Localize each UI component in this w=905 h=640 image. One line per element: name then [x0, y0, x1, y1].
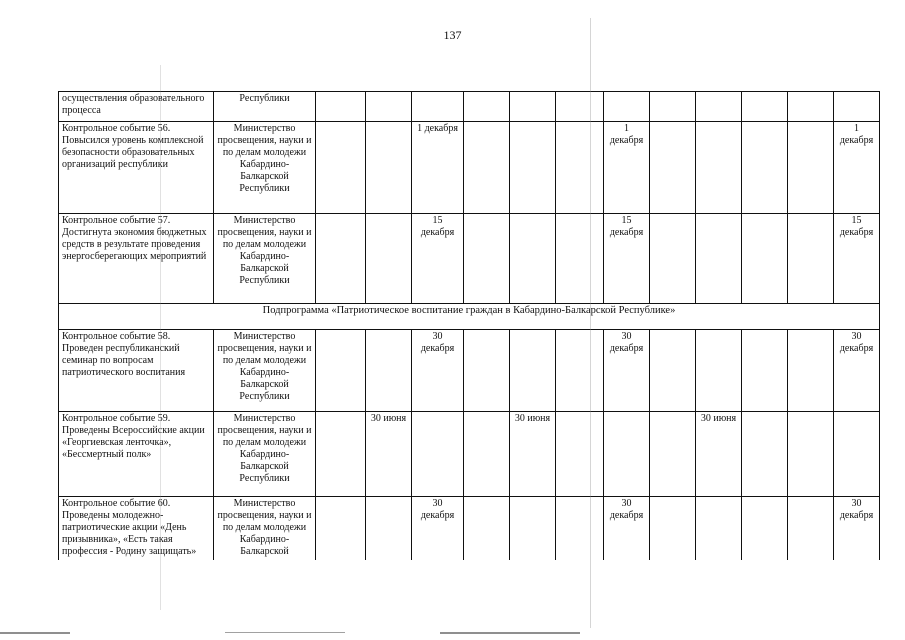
date-cell — [788, 412, 834, 497]
date-cell — [366, 92, 412, 122]
date-cell — [742, 412, 788, 497]
date-cell: 30 декабря — [604, 330, 650, 412]
scan-edge-mark — [440, 632, 580, 634]
date-cell — [788, 497, 834, 561]
date-cell: 1 декабря — [604, 122, 650, 214]
subprogram-row — [59, 304, 880, 330]
date-cell — [650, 497, 696, 561]
event-row — [59, 412, 880, 497]
date-cell — [412, 412, 464, 497]
date-cell — [556, 214, 604, 304]
scan-edge-mark — [0, 632, 70, 634]
date-cell — [510, 92, 556, 122]
date-cell — [316, 412, 366, 497]
date-cell — [510, 497, 556, 561]
date-cell — [316, 122, 366, 214]
date-cell — [316, 92, 366, 122]
date-cell — [316, 497, 366, 561]
control-events-table — [58, 91, 880, 560]
date-cell — [834, 412, 880, 497]
date-cell — [604, 412, 650, 497]
page-number: 137 — [443, 28, 462, 42]
date-cell — [366, 330, 412, 412]
event-row — [59, 330, 880, 412]
control-event-cell: Контрольное событие 56. Повысился уровень комплексной безопасности образовательных организаций республики — [59, 122, 214, 214]
responsible-cell: Министерство просвещения, науки и по делам молодежи Кабардино-Балкарской Республики — [214, 412, 316, 497]
date-cell: 15 декабря — [834, 214, 880, 304]
date-cell — [604, 92, 650, 122]
date-cell — [742, 214, 788, 304]
date-cell — [464, 412, 510, 497]
date-cell — [510, 122, 556, 214]
date-cell — [650, 330, 696, 412]
date-cell — [788, 122, 834, 214]
responsible-cell: Министерство просвещения, науки и по делам молодежи Кабардино-Балкарской Республики — [214, 330, 316, 412]
date-cell — [556, 122, 604, 214]
date-cell — [464, 214, 510, 304]
subprogram-title: Подпрограмма «Патриотическое воспитание граждан в Кабардино-Балкарской Республике» — [59, 304, 880, 330]
date-cell — [464, 122, 510, 214]
date-cell — [412, 92, 464, 122]
event-row — [59, 214, 880, 304]
date-cell — [742, 330, 788, 412]
date-cell — [510, 214, 556, 304]
scan-fold-line — [590, 18, 591, 628]
scan-fold-line — [160, 65, 161, 610]
date-cell — [696, 122, 742, 214]
date-cell: 30 декабря — [604, 497, 650, 561]
date-cell — [316, 330, 366, 412]
date-cell — [556, 497, 604, 561]
date-cell — [696, 214, 742, 304]
date-cell — [788, 330, 834, 412]
control-event-cell: Контрольное событие 58. Проведен республиканский семинар по вопросам патриотического воспитания — [59, 330, 214, 412]
date-cell — [650, 214, 696, 304]
date-cell — [366, 214, 412, 304]
control-event-cell: Контрольное событие 60. Проведены молодежно-патриотические акции «День призывника», «Есть такая профессия - Родину защищать» — [59, 497, 214, 561]
date-cell: 15 декабря — [412, 214, 464, 304]
date-cell — [464, 497, 510, 561]
date-cell: 30 июня — [366, 412, 412, 497]
date-cell — [650, 92, 696, 122]
date-cell — [556, 412, 604, 497]
date-cell — [742, 92, 788, 122]
date-cell: 30 июня — [696, 412, 742, 497]
date-cell — [696, 92, 742, 122]
date-cell — [366, 497, 412, 561]
event-row — [59, 92, 880, 122]
date-cell: 30 декабря — [834, 330, 880, 412]
event-row — [59, 122, 880, 214]
date-cell — [788, 214, 834, 304]
date-cell — [696, 330, 742, 412]
date-cell — [556, 330, 604, 412]
control-event-cell: осуществления образовательного процесса — [59, 92, 214, 122]
date-cell — [650, 122, 696, 214]
responsible-cell: Министерство просвещения, науки и по делам молодежи Кабардино-Балкарской Республики — [214, 122, 316, 214]
date-cell — [464, 92, 510, 122]
date-cell: 30 июня — [510, 412, 556, 497]
date-cell: 15 декабря — [604, 214, 650, 304]
date-cell — [788, 92, 834, 122]
date-cell — [464, 330, 510, 412]
date-cell: 30 декабря — [834, 497, 880, 561]
date-cell — [366, 122, 412, 214]
event-row — [59, 497, 880, 561]
control-event-cell: Контрольное событие 59. Проведены Всероссийские акции «Георгиевская ленточка», «Бессмертный полк» — [59, 412, 214, 497]
date-cell: 30 декабря — [412, 330, 464, 412]
date-cell — [650, 412, 696, 497]
date-cell — [696, 497, 742, 561]
date-cell: 1 декабря — [834, 122, 880, 214]
responsible-cell: Министерство просвещения, науки и по делам молодежи Кабардино-Балкарской Республики — [214, 214, 316, 304]
date-cell — [316, 214, 366, 304]
control-event-cell: Контрольное событие 57. Достигнута экономия бюджетных средств в результате проведения энергосберегающих мероприятий — [59, 214, 214, 304]
responsible-cell: Республики — [214, 92, 316, 122]
date-cell — [834, 92, 880, 122]
date-cell — [742, 122, 788, 214]
date-cell: 1 декабря — [412, 122, 464, 214]
date-cell: 30 декабря — [412, 497, 464, 561]
scan-edge-mark — [225, 632, 345, 633]
responsible-cell: Министерство просвещения, науки и по делам молодежи Кабардино-Балкарской — [214, 497, 316, 561]
date-cell — [556, 92, 604, 122]
date-cell — [742, 497, 788, 561]
date-cell — [510, 330, 556, 412]
